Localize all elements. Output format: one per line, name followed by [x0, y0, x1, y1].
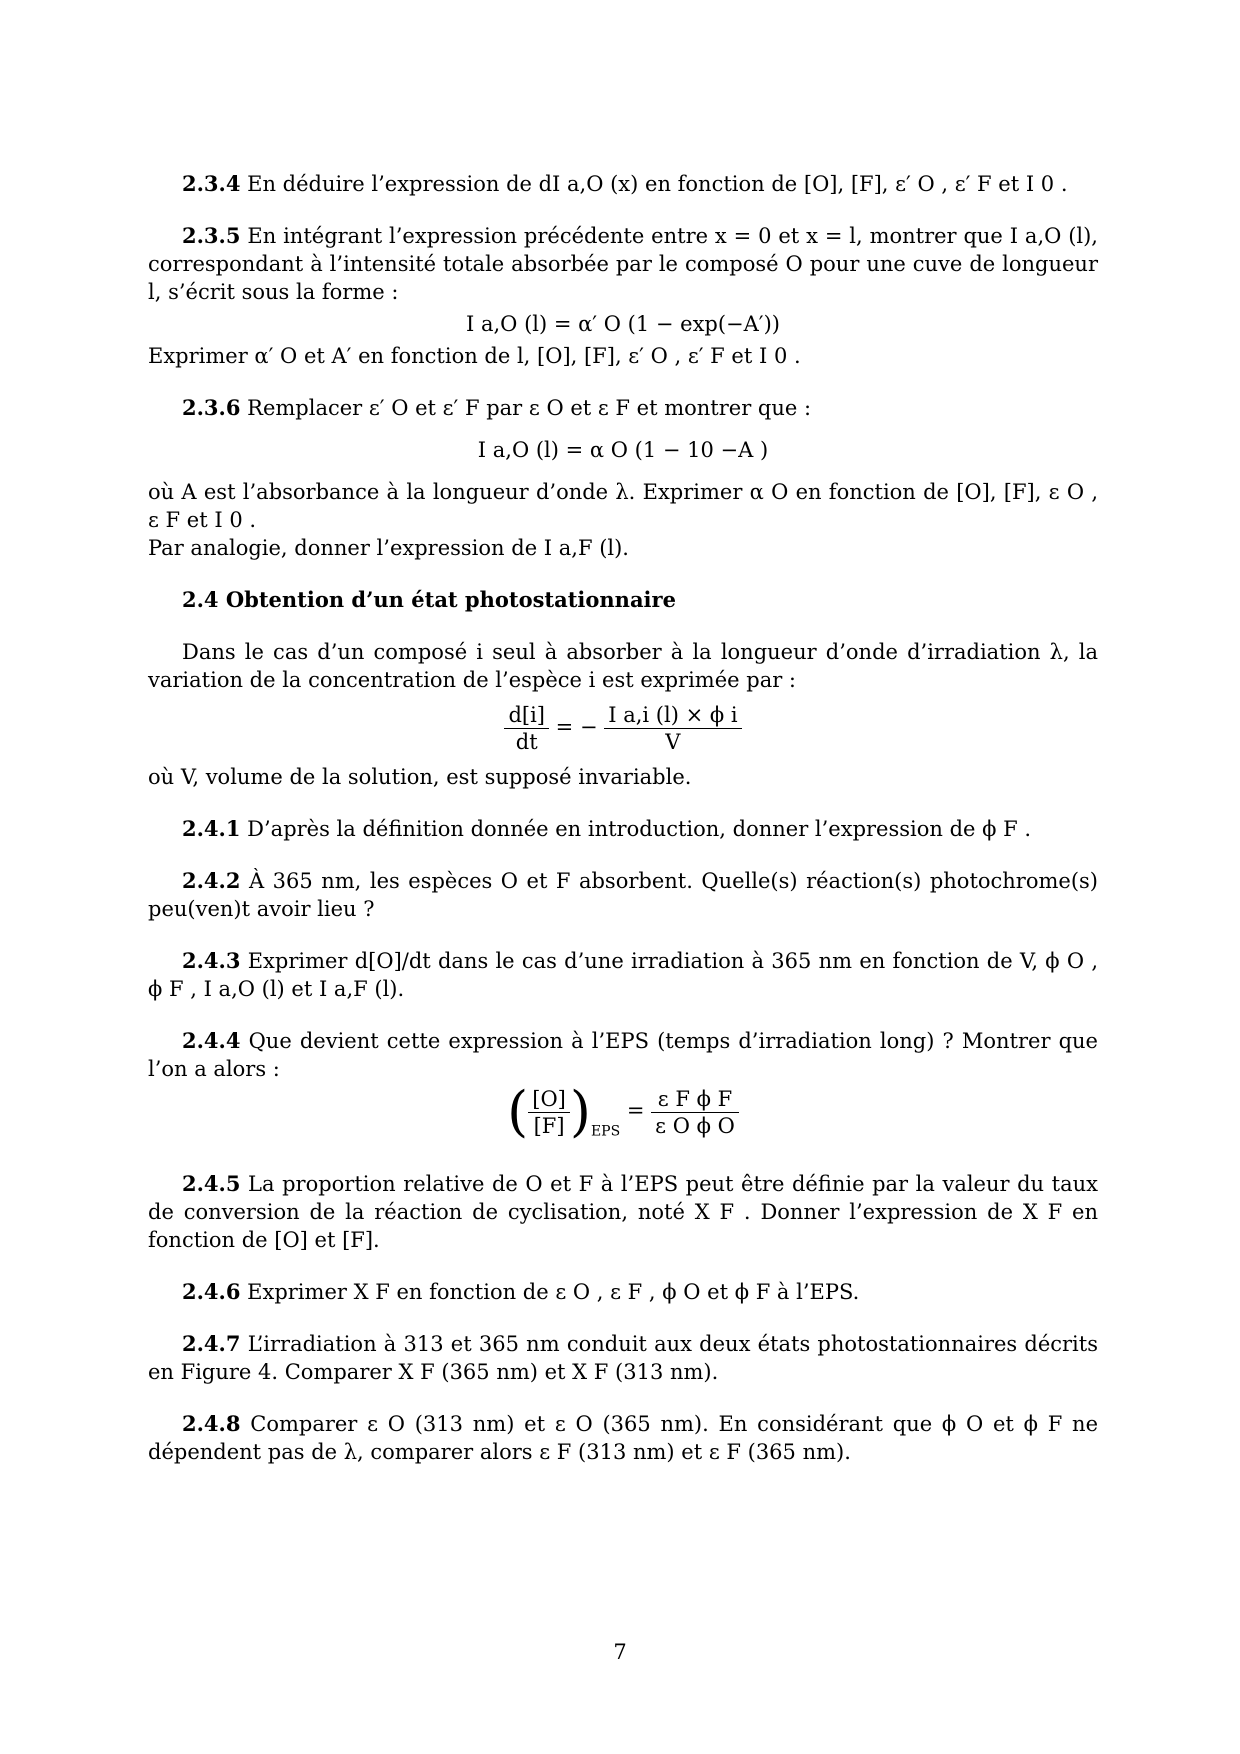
equation-rate	[148, 702, 1098, 755]
question-number: 2.3.4	[182, 171, 241, 196]
question-2-4-1	[148, 815, 1098, 843]
question-text: Exprimer X F en fonction de ε O , ε F , ϕ O et ϕ F à l’EPS.	[247, 1279, 860, 1304]
fraction-numerator: d[i]	[504, 702, 549, 729]
question-number: 2.4.5	[182, 1170, 241, 1196]
equation-sign: =	[626, 1098, 645, 1123]
question-2-4-3	[148, 947, 1098, 1003]
question-text-continued: où A est l’absorbance à la longueur d’onde λ. Exprimer α O en fonction de [O], [F], ε O , ε F et I 0 .	[148, 480, 1098, 532]
question-text: En déduire l’expression de dI a,O (x) en fonction de [O], [F], ε′ O , ε′ F et I 0 .	[247, 172, 1068, 196]
question-2-3-5	[148, 222, 1098, 306]
question-text: D’après la définition donnée en introduction, donner l’expression de ϕ F .	[247, 817, 1032, 841]
question-2-4-8	[148, 1410, 1098, 1466]
question-text-continued: Par analogie, donner l’expression de I a,F (l).	[148, 536, 629, 560]
question-2-4-7	[148, 1330, 1098, 1386]
fraction-denominator: ε O ϕ O	[655, 1113, 735, 1138]
fraction-denominator: dt	[515, 730, 538, 754]
fraction-numerator: [O]	[528, 1086, 570, 1113]
eps-subscript: EPS	[590, 1123, 621, 1140]
fraction-right	[651, 1086, 739, 1139]
question-2-3-6	[148, 394, 1098, 422]
fraction-numerator: ε F ϕ F	[651, 1086, 739, 1113]
question-number: 2.3.5	[182, 223, 241, 248]
question-text: L’irradiation à 313 et 365 nm conduit aux deux états photostationnaires décrits en Figure 4. Comparer X F (365 nm) et X F (313 nm).	[148, 1331, 1098, 1384]
page-body	[148, 170, 1098, 1466]
equation-note: où V, volume de la solution, est supposé invariable.	[148, 765, 692, 789]
fraction-numerator: I a,i (l) × ϕ i	[604, 702, 741, 729]
question-2-4-2	[148, 867, 1098, 923]
question-2-4-4	[148, 1027, 1098, 1083]
question-text: Comparer ε O (313 nm) et ε O (365 nm). En considérant que ϕ O et ϕ F ne dépendent pas de λ, comparer alors ε F (313 nm) et ε F (365 nm).	[148, 1411, 1099, 1464]
fraction-denominator: V	[665, 730, 681, 754]
question-number: 2.4.4	[182, 1028, 241, 1053]
question-text: En intégrant l’expression précédente entre x = 0 et x = l, montrer que I a,O (l), correspondant à l’intensité totale absorbée par le composé O pour une cuve de longueur l, s’écrit sous la forme :	[148, 224, 1098, 304]
fraction-left	[528, 1086, 570, 1139]
question-text: La proportion relative de O et F à l’EPS peut être définie par la valeur du taux de conversion de la réaction de cyclisation, noté X F . Donner l’expression de X F en fonction de [O] et [F].	[148, 1171, 1098, 1252]
question-2-4-6	[148, 1278, 1098, 1306]
question-number: 2.4.6	[182, 1278, 241, 1304]
equation-sign: = −	[555, 715, 598, 739]
fraction-left	[504, 702, 549, 755]
question-2-3-4	[148, 170, 1098, 198]
question-text: À 365 nm, les espèces O et F absorbent. Quelle(s) réaction(s) photochrome(s) peu(ven)t avoir lieu ?	[148, 869, 1098, 921]
page-number: 7	[613, 1640, 627, 1664]
question-number: 2.4.2	[182, 868, 241, 893]
question-text-continued: Exprimer α′ O et A′ en fonction de l, [O], [F], ε′ O , ε′ F et I 0 .	[148, 344, 801, 368]
fraction-right	[604, 702, 741, 755]
equation-ia-o-exp: I a,O (l) = α′ O (1 − exp(−A′))	[466, 312, 780, 336]
question-text: Exprimer d[O]/dt dans le cas d’une irradiation à 365 nm en fonction de V, ϕ O , ϕ F , I a,O (l) et I a,F (l).	[148, 949, 1098, 1001]
question-number: 2.4.8	[182, 1410, 241, 1436]
fraction-denominator: [F]	[533, 1113, 565, 1138]
section-title-2-4: 2.4 Obtention d’un état photostationnaire	[182, 587, 676, 612]
question-2-4-5	[148, 1170, 1098, 1254]
question-number: 2.4.7	[182, 1330, 241, 1356]
section-intro: Dans le cas d’un composé i seul à absorber à la longueur d’onde d’irradiation λ, la variation de la concentration de l’espèce i est exprimée par :	[148, 640, 1098, 692]
question-number: 2.4.1	[182, 816, 241, 841]
question-text: Remplacer ε′ O et ε′ F par ε O et ε F et montrer que :	[247, 396, 812, 420]
question-text: Que devient cette expression à l’EPS (temps d’irradiation long) ? Montrer que l’on a alors :	[148, 1029, 1098, 1081]
left-parenthesis: (	[507, 1080, 529, 1143]
right-parenthesis: )	[569, 1080, 591, 1143]
question-number: 2.3.6	[182, 395, 241, 420]
question-number: 2.4.3	[182, 948, 241, 973]
equation-eps-ratio	[148, 1080, 1098, 1146]
equation-ia-o-absorbance: I a,O (l) = α O (1 − 10 −A )	[477, 438, 769, 462]
